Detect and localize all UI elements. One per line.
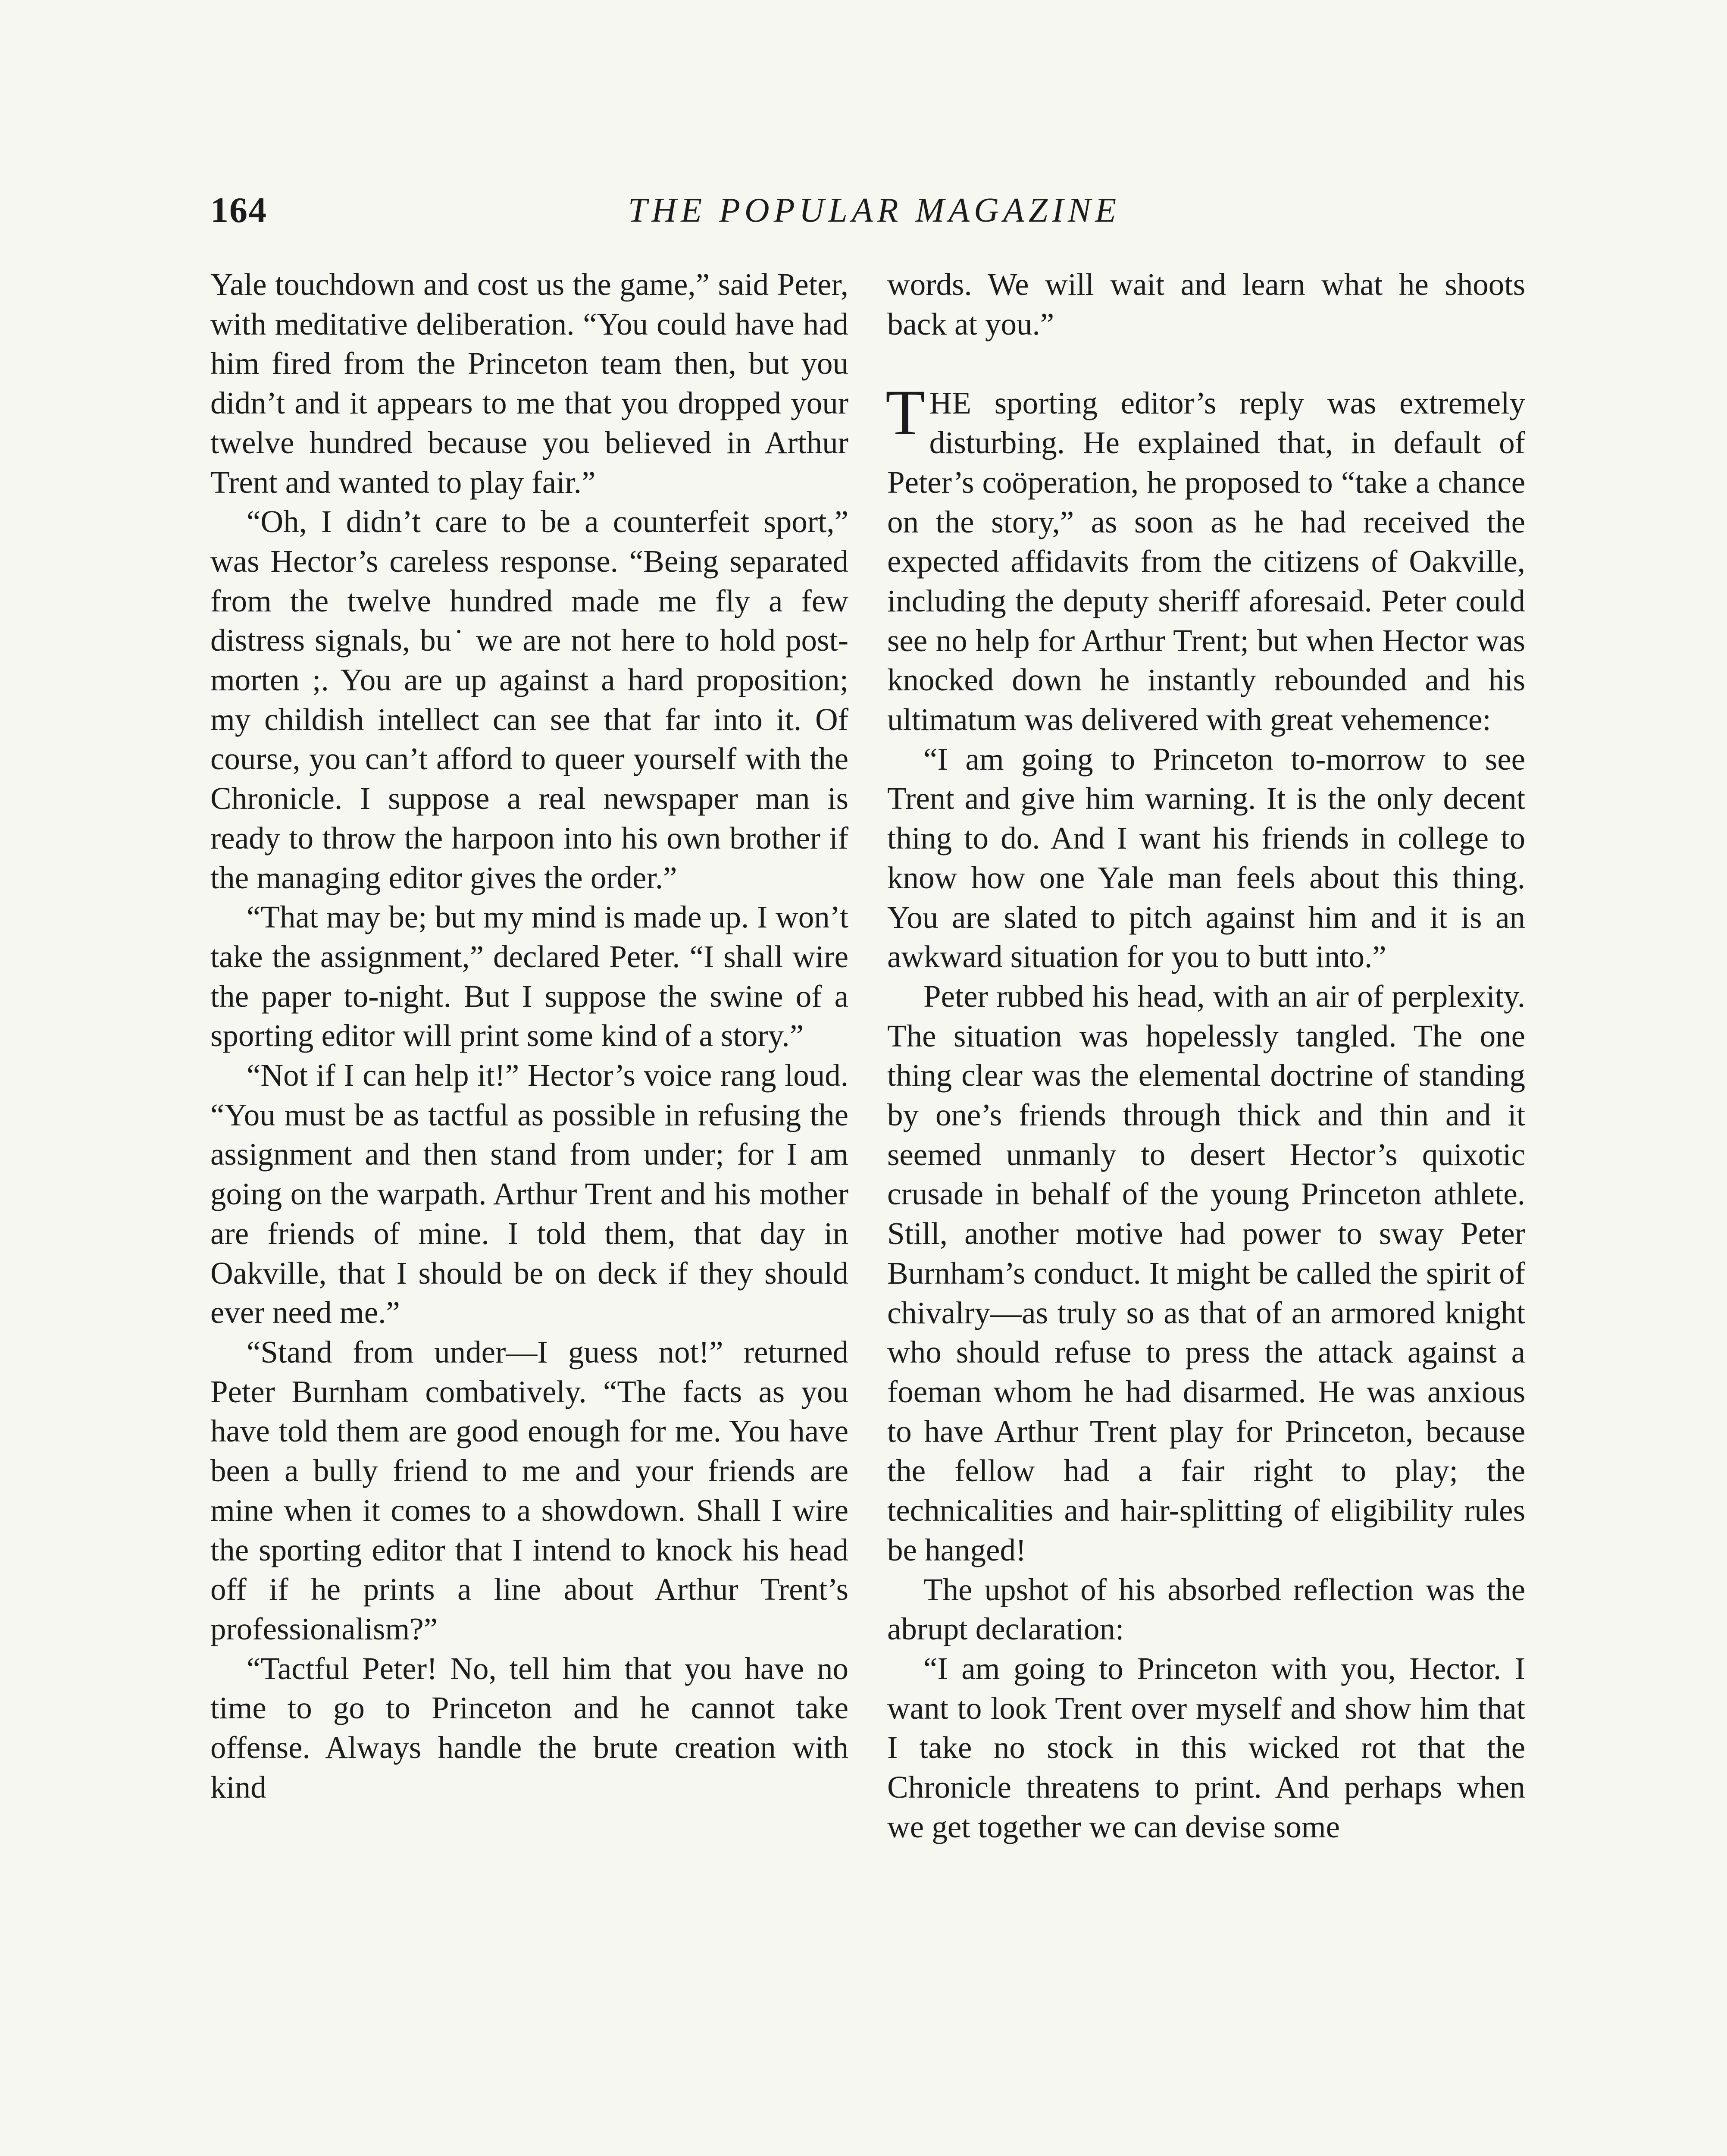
page-header [210,185,1521,236]
paragraph: The upshot of his absorbed reflection was the abrupt declaration: [887,1572,1525,1647]
running-head: THE POPULAR MAGAZINE [628,191,1121,229]
drop-cap: T [885,377,925,449]
paragraph: “I am going to Princeton with you, Hector. I want to look Trent over myself and show him that I take no stock in this wicked rot that the Chronicle threatens to print. And perhaps when we get together we can devise some [887,1651,1525,1844]
left-column [210,265,848,1807]
section-opening-text: HE sporting editor’s reply was extremely disturbing. He explained that, in default of Peter’s coöperation, he proposed to “take a chance on the story,” as soon as he had received the expected affidavits from the citizens of Oakville, including the deputy sheriff aforesaid. Peter could see no help for Arthur Trent; but when Hector was knocked down he instantly rebounded and his ultimatum was delivered with great vehemence: [887,385,1525,737]
page-number: 164 [210,190,267,230]
section-opening-paragraph [885,377,1525,739]
paragraph: “Stand from under—I guess not!” returned Peter Burnham combatively. “The facts as you have told them are good enough for me. You have been a bully friend to me and your friends are mine when it comes to a showdown. Shall I wire the sporting editor that I intend to knock his head off if he prints a line about Arthur Trent’s professionalism?” [210,1334,848,1646]
paragraph: “Oh, I didn’t care to be a counterfeit sport,” was Hector’s careless response. “Being separated from the twelve hundred made me fly a few distress signals, bu˙ we are not here to hold post-morten ;. You are up against a hard proposition; my childish intellect can see that far into it. Of course, you can’t afford to queer yourself with the Chronicle. I suppose a real newspaper man is ready to throw the harpoon into his own brother if the managing editor gives the order.” [210,504,848,895]
paragraph: “Not if I can help it!” Hector’s voice rang loud. “You must be as tactful as possible in refusing the assignment and then stand from under; for I am going on the warpath. Arthur Trent and his mother are friends of mine. I told them, that day in Oakville, that I should be on deck if they should ever need me.” [210,1058,848,1330]
paragraph: Yale touchdown and cost us the game,” said Peter, with meditative deliberation. “You could have had him fired from the Princeton team then, but you didn’t and it appears to me that you dropped your twelve hundred because you believed in Arthur Trent and wanted to play fair.” [210,267,848,500]
right-column [887,265,1525,1846]
paragraph: words. We will wait and learn what he shoots back at you.” [887,267,1525,342]
paragraph: “That may be; but my mind is made up. I won’t take the assignment,” declared Peter. “I shall wire the paper to-night. But I suppose the swine of a sporting editor will print some kind of a story.” [210,899,848,1053]
paragraph: Peter rubbed his head, with an air of perplexity. The situation was hopelessly tangled. The one thing clear was the elemental doctrine of standing by one’s friends through thick and thin and it seemed unmanly to desert Hector’s quixotic crusade in behalf of the young Princeton athlete. Still, another motive had power to sway Peter Burnham’s conduct. It might be called the spirit of chivalry—as truly so as that of an armored knight who should refuse to press the attack against a foeman whom he had disarmed. He was anxious to have Arthur Trent play for Princeton, because the fellow had a fair right to play; the technicalities and hair-splitting of eligibility rules be hanged! [887,978,1525,1567]
paragraph: “I am going to Princeton to-morrow to see Trent and give him warning. It is the only decent thing to do. And I want his friends in college to know how one Yale man feels about this thing. You are slated to pitch against him and it is an awkward situation for you to butt into.” [887,741,1525,975]
paragraph: “Tactful Peter! No, tell him that you have no time to go to Princeton and he cannot take offense. Always handle the brute creation with kind [210,1651,848,1805]
